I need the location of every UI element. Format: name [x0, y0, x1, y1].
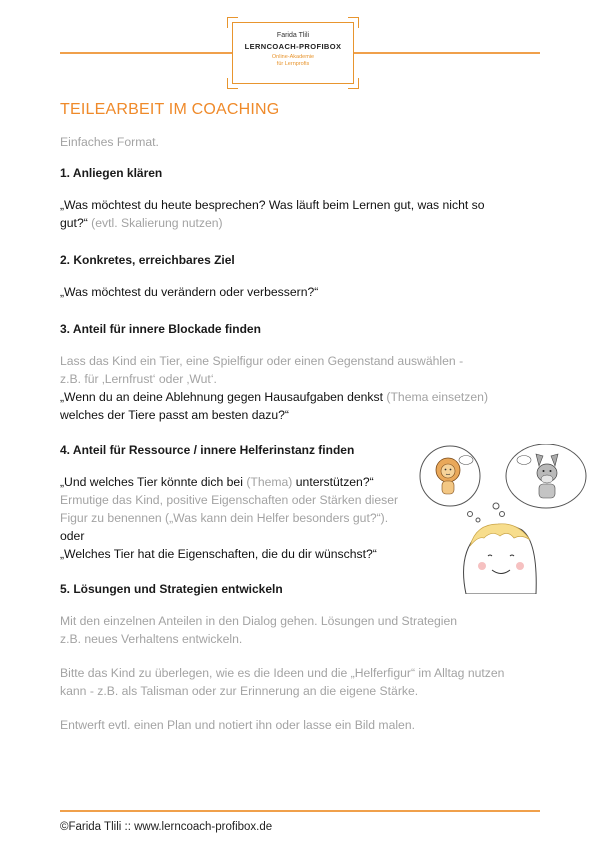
section-5-heading: 5. Lösungen und Strategien entwickeln — [60, 582, 283, 596]
intro-text: Einfaches Format. — [60, 135, 159, 149]
section-5-para1-line2: z.B. neues Verhaltens entwickeln. — [60, 632, 243, 646]
section-3-guide-line2: z.B. für ‚Lernfrust‘ oder ‚Wut‘. — [60, 372, 217, 386]
header-rule-left — [60, 52, 232, 54]
page-title: TEILEARBEIT IM COACHING — [60, 101, 280, 118]
logo-name: Farida Tlili — [276, 32, 310, 39]
section-1-note: (evtl. Skalierung nutzen) — [91, 216, 223, 230]
section-3-note: (Thema einsetzen) — [386, 390, 489, 404]
section-4-question-start: „Und welches Tier könnte dich bei — [60, 475, 243, 489]
child-thinking-illustration — [418, 444, 590, 594]
section-1-question-line2 — [60, 214, 223, 233]
section-1-question-end: gut?“ — [60, 216, 88, 230]
section-4-oder: oder — [60, 529, 85, 543]
section-4-guide-line2: Figur zu benennen („Was kann dein Helfer besonders gut?“). — [60, 511, 389, 525]
section-5-para2-line1: Bitte das Kind zu überlegen, wie es die Ideen und die „Helferfigur“ im Alltag nutzen — [60, 666, 505, 680]
section-3-guide-line1: Lass das Kind ein Tier, eine Spielfigur oder einen Gegenstand auswählen - — [60, 354, 464, 368]
section-3-heading: 3. Anteil für innere Blockade finden — [60, 322, 261, 336]
logo-sub-2: für Lernprofis — [276, 61, 310, 67]
section-4-note: (Thema) — [246, 475, 293, 489]
section-5-para3: Entwerft evtl. einen Plan und notiert ihn oder lasse ein Bild malen. — [60, 718, 415, 732]
section-1-heading: 1. Anliegen klären — [60, 166, 163, 180]
logo-brand: LERNCOACH-PROFIBOX — [244, 42, 342, 51]
section-2-question: „Was möchtest du verändern oder verbessern?“ — [60, 285, 319, 299]
lion-icon — [436, 456, 473, 495]
section-2-heading: 2. Konkretes, erreichbares Ziel — [60, 253, 235, 267]
section-4-guide-line1: Ermutige das Kind, positive Eigenschaften oder Stärken dieser — [60, 493, 399, 507]
section-5-para2-line2: kann - z.B. als Talisman oder zur Erinnerung an die eigene Stärke. — [60, 684, 419, 698]
section-4-question-end: unterstützen?“ — [295, 475, 374, 489]
section-1-question-line1: „Was möchtest du heute besprechen? Was läuft beim Lernen gut, was nicht so — [60, 198, 485, 212]
donkey-icon — [517, 454, 558, 498]
section-4-heading: 4. Anteil für Ressource / innere Helferinstanz finden — [60, 443, 355, 457]
section-3-question: „Wenn du an deine Ablehnung gegen Hausaufgaben denkst — [60, 390, 384, 404]
footer-text: ©Farida Tlili :: www.lerncoach-profibox.de — [60, 821, 273, 833]
footer-rule — [60, 810, 540, 812]
section-3-question-line2: welches der Tiere passt am besten dazu?“ — [60, 408, 289, 422]
section-4-question-line2: „Welches Tier hat die Eigenschaften, die du dir wünschst?“ — [60, 547, 377, 561]
logo-sub-1: Online-Akademie — [271, 54, 315, 60]
section-3-question-line1 — [60, 388, 488, 407]
section-5-para1-line1: Mit den einzelnen Anteilen in den Dialog gehen. Lösungen und Strategien — [60, 614, 458, 628]
header-rule-right — [354, 52, 540, 54]
logo — [232, 22, 354, 84]
section-4-question-line1 — [60, 473, 374, 492]
child-head-icon — [464, 524, 537, 594]
